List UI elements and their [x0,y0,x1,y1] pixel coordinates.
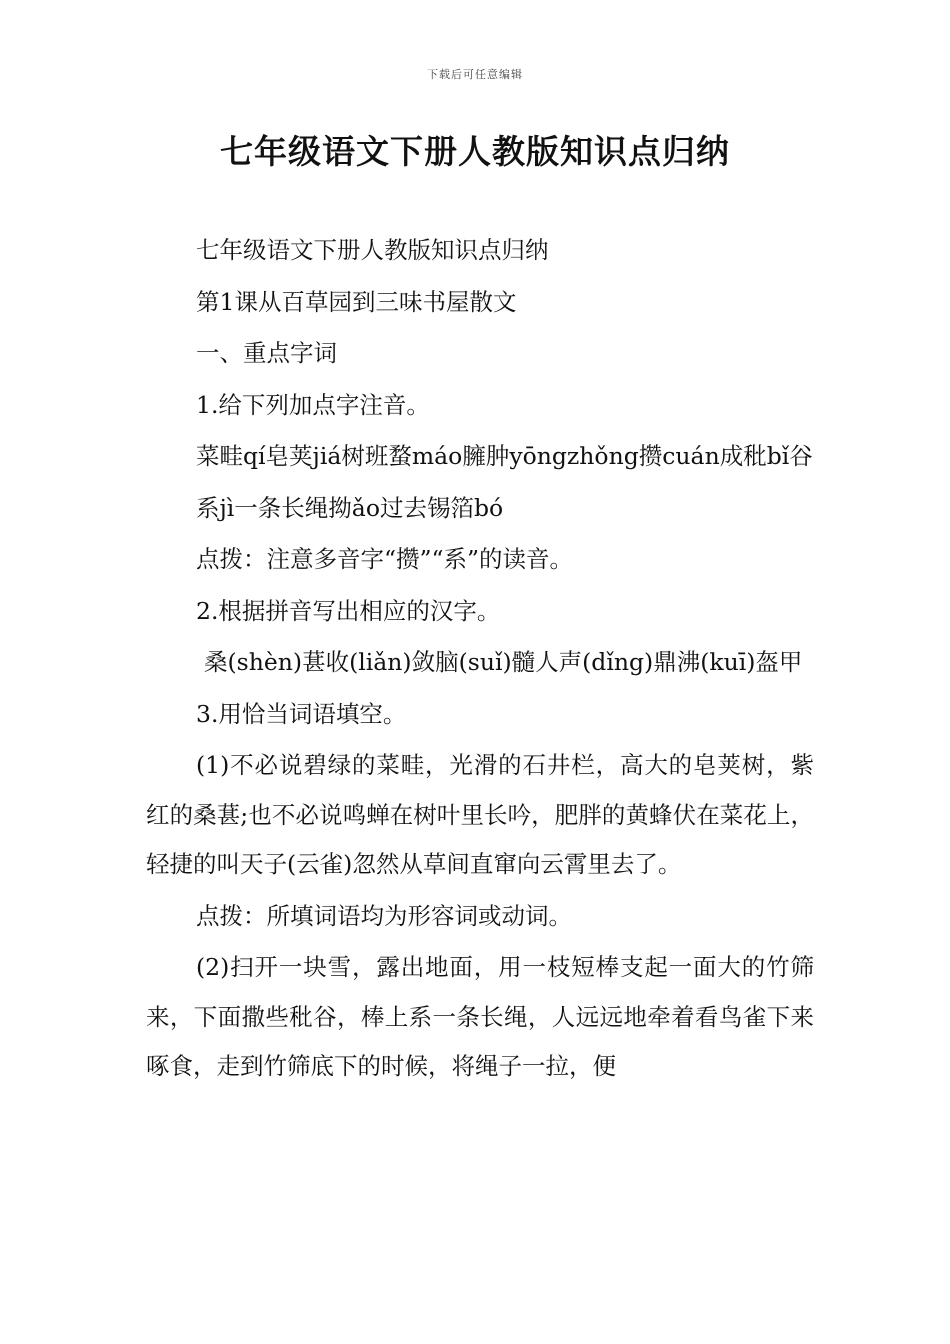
paragraph-hanzi-list: 桑(shèn)葚收(liǎn)敛脑(suǐ)髓人声(dǐng)鼎沸(kuī)盔甲 [204,648,803,676]
paragraph-pinyin-list-1: 菜畦qí皂荚jiá树班蝥máo臃肿yōngzhǒng攒cuán成秕bǐ谷 [196,442,813,470]
paragraph-fill-blank-2: (2)扫开一块雪，露出地面，用一枝短棒支起一面大的竹筛来，下面撒些秕谷，棒上系一条长绳，人远远地牵着看鸟雀下来啄食，走到竹筛底下的时候，将绳子一拉，便 [146,953,814,1080]
paragraph-pinyin-list-2: 系jì一条长绳拗ǎo过去锡箔bó [196,493,504,522]
header-note: 下载后可任意编辑 [427,68,523,81]
paragraph-fill-blank-1: (1)不必说碧绿的菜畦，光滑的石井栏，高大的皂荚树，紫红的桑葚;也不必说鸣蝉在树叶里长吟，肥胖的黄蜂伏在菜花上，轻捷的叫天子(云雀)忽然从草间直窜向云霄里去了。 [146,751,814,878]
paragraph-lesson-heading: 第1课从百草园到三味书屋散文 [196,287,517,316]
paragraph-question-3: 3.用恰当词语填空。 [196,699,407,728]
document-title: 七年级语文下册人教版知识点归纳 [220,132,730,171]
document-body [146,226,814,1094]
paragraph-hint-1: 点拨：注意多音字“攒”“系”的读音。 [196,545,574,573]
paragraph-subtitle: 七年级语文下册人教版知识点归纳 [196,236,549,264]
paragraph-hint-2: 点拨：所填词语均为形容词或动词。 [196,901,572,930]
paragraph-question-1: 1.给下列加点字注音。 [196,390,430,419]
paragraph-question-2: 2.根据拼音写出相应的汉字。 [196,596,501,625]
paragraph-section-heading: 一、重点字词 [196,339,337,367]
